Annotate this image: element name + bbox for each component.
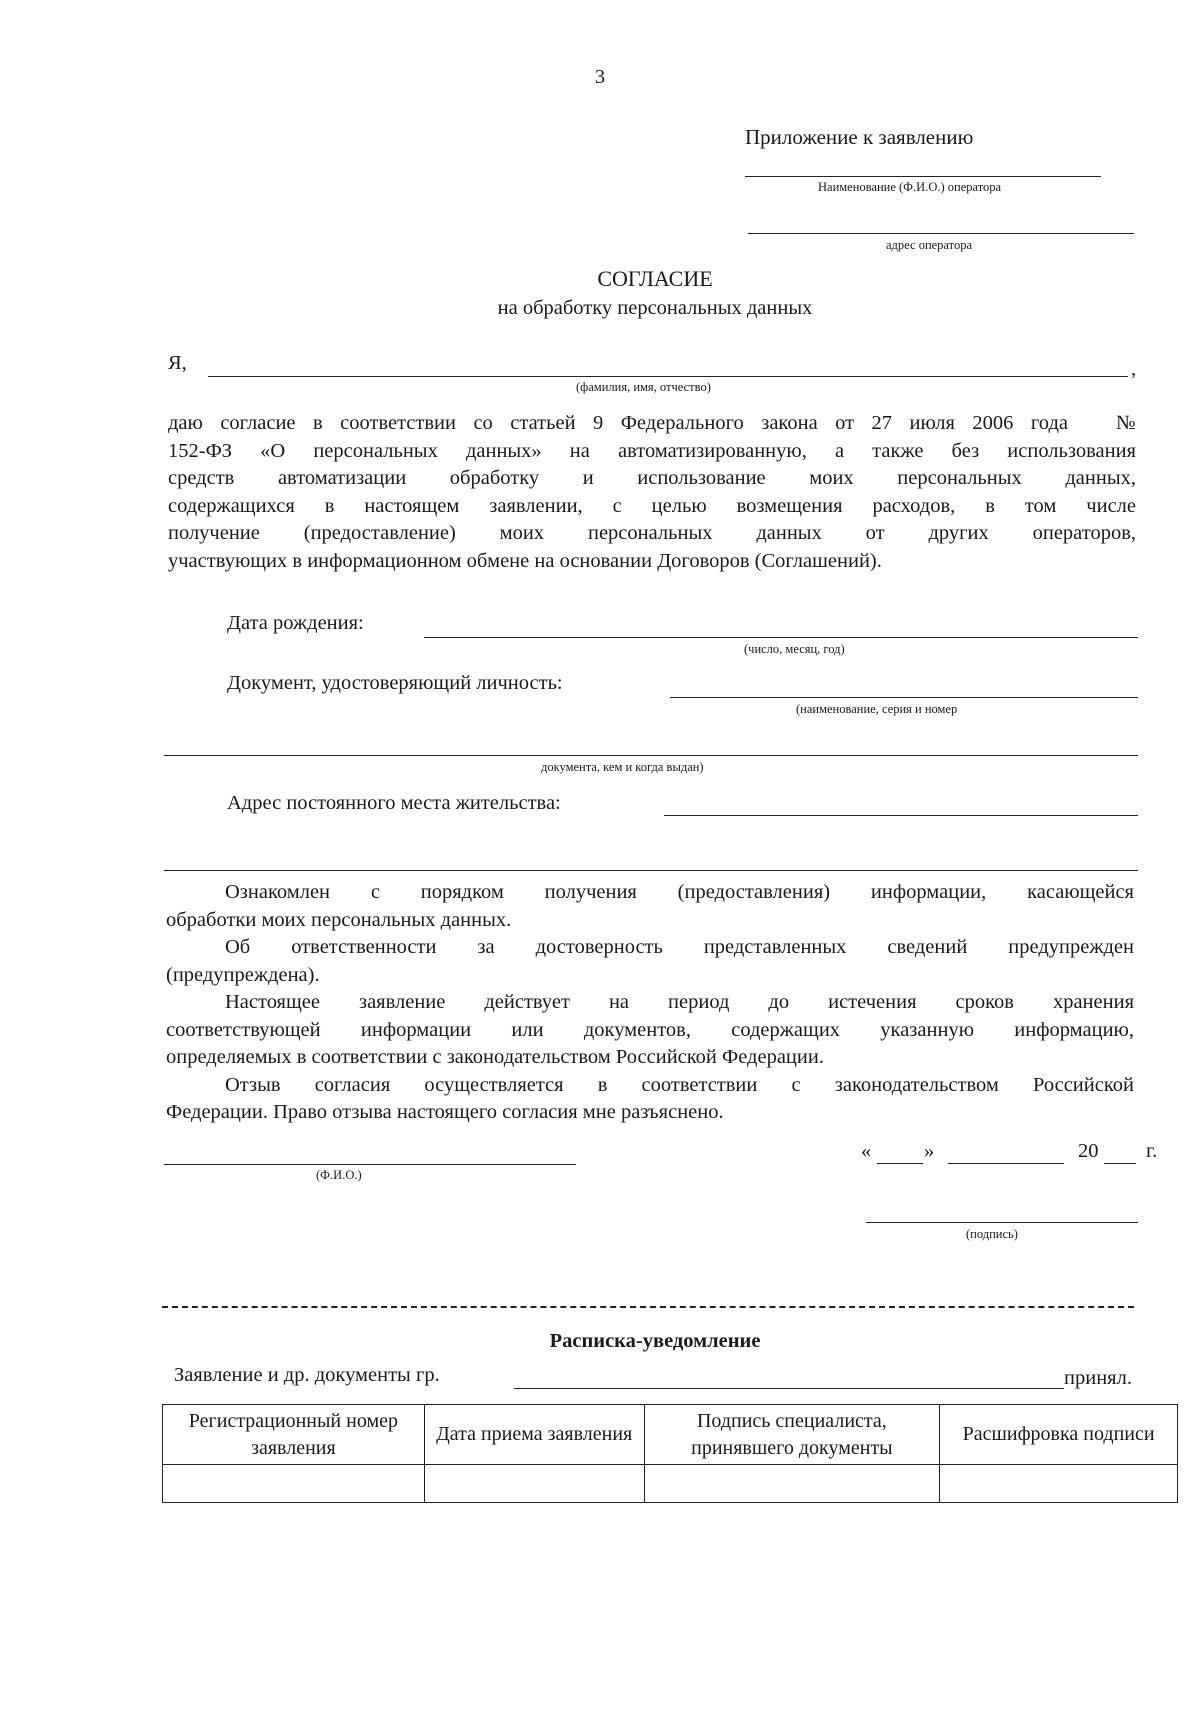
- person-suffix: ,: [1131, 358, 1137, 380]
- fio-caption: (Ф.И.О.): [316, 1168, 362, 1182]
- id-document-caption-1: (наименование, серия и номер: [796, 702, 958, 716]
- registration-number-cell[interactable]: [163, 1465, 425, 1503]
- statement-line: (предупреждена).: [166, 963, 320, 986]
- birth-date-field[interactable]: [424, 637, 1138, 638]
- receipt-table: [162, 1404, 1178, 1503]
- statement-line: определяемых в соответствии с законодательством Российской Федерации.: [166, 1046, 824, 1068]
- cut-line: [162, 1306, 1134, 1308]
- date-month-field[interactable]: [948, 1163, 1064, 1164]
- statement-line: Настоящее заявление действует на период до истечения сроков хранения: [225, 991, 1134, 1013]
- consent-line: участвующих в информационном обмене на основании Договоров (Соглашений).: [168, 549, 882, 572]
- id-document-label: Документ, удостоверяющий личность:: [227, 672, 563, 694]
- date-year-suffix: г.: [1146, 1140, 1158, 1162]
- full-name-field[interactable]: [208, 376, 1128, 377]
- column-header-registration-number: Регистрационный номер заявления: [163, 1405, 425, 1465]
- table-row: [163, 1465, 1178, 1503]
- column-header-signature-decoding: Расшифровка подписи: [940, 1405, 1178, 1465]
- statements-block: [166, 879, 1134, 1127]
- document-title: СОГЛАСИЕ: [597, 266, 713, 291]
- column-header-specialist-signature: Подпись специалиста, принявшего документы: [644, 1405, 940, 1465]
- consent-line: получение (предоставление) моих персональных данных от других операторов,: [168, 522, 1136, 544]
- receipt-table-header-row: [163, 1405, 1178, 1465]
- operator-address-field[interactable]: [748, 233, 1134, 234]
- statement-line: Отзыв согласия осуществляется в соответствии с законодательством Российской: [225, 1073, 1134, 1096]
- operator-name-field[interactable]: [745, 176, 1101, 177]
- date-year-field[interactable]: [1104, 1163, 1136, 1164]
- date-day-field[interactable]: [877, 1163, 923, 1164]
- consent-paragraph: [168, 410, 1136, 575]
- signature-field[interactable]: [866, 1222, 1138, 1223]
- id-document-field-2[interactable]: [164, 755, 1138, 756]
- number-sign: №: [1116, 412, 1136, 434]
- birth-date-caption: (число, месяц, год): [744, 642, 845, 656]
- operator-name-caption: Наименование (Ф.И.О.) оператора: [818, 180, 1002, 194]
- consent-line: содержащихся в настоящем заявлении, с целью возмещения расходов, в том числе: [168, 494, 1136, 517]
- page-number: 3: [594, 66, 606, 88]
- statement-line: Ознакомлен с порядком получения (предоставления) информации, касающейся: [225, 881, 1134, 903]
- address-label: Адрес постоянного места жительства:: [227, 792, 561, 814]
- statement-line: обработки моих персональных данных.: [166, 908, 512, 931]
- consent-line: 152-ФЗ «О персональных данных» на автоматизированную, а также без использования: [168, 439, 1136, 462]
- person-prefix: Я,: [168, 352, 187, 374]
- consent-line: даю согласие в соответствии со статьей 9 Федерального закона от 27 июля 2006 года: [168, 412, 1068, 434]
- birth-date-label: Дата рождения:: [227, 612, 364, 634]
- statement-line: соответствующей информации или документов, содержащих указанную информацию,: [166, 1018, 1134, 1041]
- receipt-title: Расписка-уведомление: [549, 1330, 761, 1352]
- specialist-signature-cell[interactable]: [644, 1465, 940, 1503]
- column-header-date: Дата приема заявления: [424, 1405, 644, 1465]
- statement-line: Об ответственности за достоверность представленных сведений предупрежден: [225, 936, 1134, 958]
- statement-line: Федерации. Право отзыва настоящего согласия мне разъяснено.: [166, 1101, 724, 1123]
- appendix-heading: Приложение к заявлению: [745, 125, 974, 149]
- receipt-applicant-field[interactable]: [514, 1388, 1064, 1389]
- document-subtitle: на обработку персональных данных: [497, 297, 813, 319]
- signature-caption: (подпись): [966, 1227, 1018, 1241]
- date-year-prefix: 20: [1078, 1140, 1099, 1162]
- address-field-2[interactable]: [164, 870, 1138, 871]
- date-cell[interactable]: [424, 1465, 644, 1503]
- signature-decoding-cell[interactable]: [940, 1465, 1178, 1503]
- full-name-caption: (фамилия, имя, отчество): [576, 380, 711, 394]
- receipt-text-prefix: Заявление и др. документы гр.: [174, 1364, 440, 1386]
- operator-address-caption: адрес оператора: [886, 238, 972, 252]
- fio-signature-field[interactable]: [164, 1164, 576, 1165]
- consent-line: средств автоматизации обработку и использование моих персональных данных,: [168, 467, 1136, 489]
- address-field[interactable]: [664, 815, 1138, 816]
- date-quote-close: »: [924, 1140, 935, 1162]
- id-document-caption-2: документа, кем и когда выдан): [541, 760, 704, 774]
- id-document-field[interactable]: [670, 697, 1138, 698]
- receipt-text-suffix: принял.: [1064, 1367, 1132, 1389]
- date-quote-open: «: [861, 1140, 872, 1162]
